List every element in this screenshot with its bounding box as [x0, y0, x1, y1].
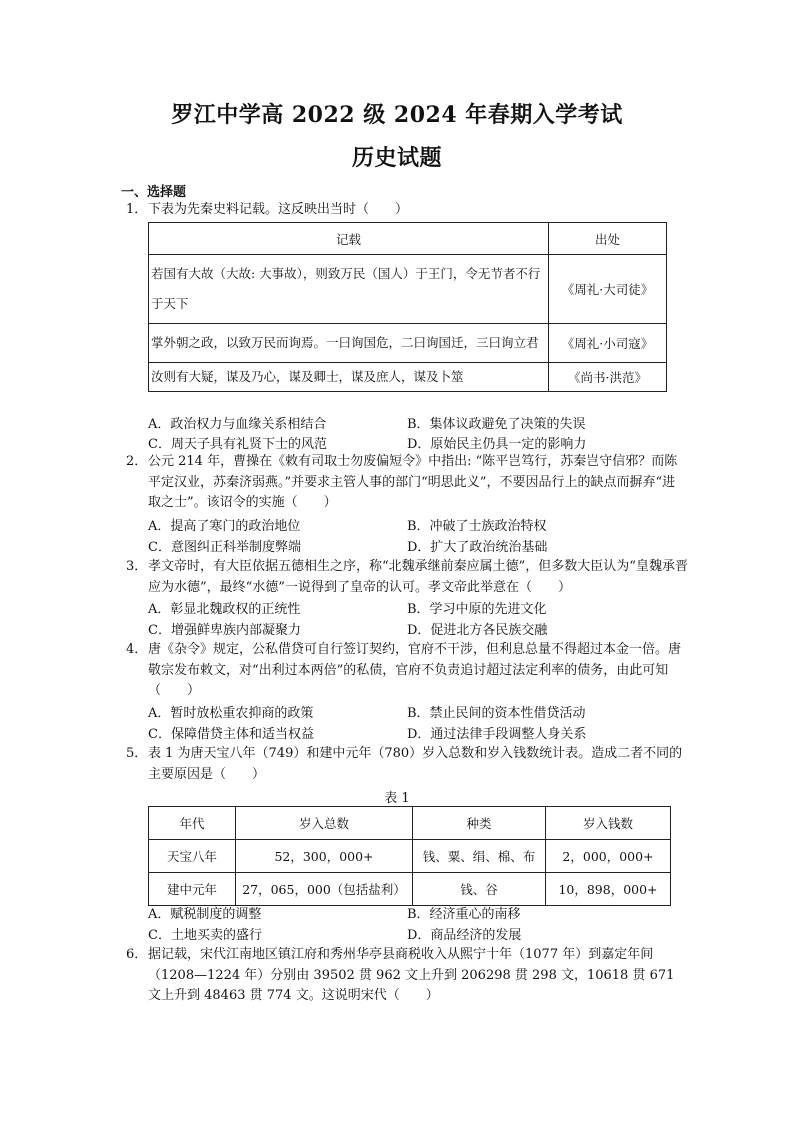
question-number: 3． — [126, 559, 148, 574]
option-d[interactable]: D．原始民主仍具一定的影响力 — [407, 437, 587, 452]
table-header: 种类 — [413, 807, 546, 840]
option-a[interactable]: A．赋税制度的调整 — [148, 907, 262, 922]
option-d[interactable]: D．扩大了政治统治基础 — [407, 540, 548, 555]
option-c[interactable]: C．土地买卖的盛行 — [148, 928, 262, 943]
option-d[interactable]: D．促进北方各民族交融 — [407, 623, 548, 638]
table-header: 出处 — [549, 223, 667, 255]
table-cell: 若国有大故（大故: 大事故），则致万民（国人）于王门，令无节者不行于天下 — [149, 255, 549, 324]
table-cell: 钱、谷 — [413, 873, 546, 906]
option-b[interactable]: B．冲破了士族政治特权 — [407, 519, 547, 534]
table-cell: 《周礼·小司寇》 — [549, 324, 667, 363]
question-stem: 公元 214 年，曹操在《敕有司取士勿废偏短令》中指出: “陈平岂笃行，苏秦岂守信邪？而陈平定汉业，苏秦济弱燕。”并要求主管人事的部门“明思此义”，不要因品行上的缺点而摒弃“进取之士”。该诏令的实施（ ） — [148, 454, 678, 510]
option-a[interactable]: A．政治权力与血缘关系相结合 — [148, 417, 327, 432]
table-cell: 10，898，000+ — [546, 873, 671, 906]
option-c[interactable]: C．保障借贷主体和适当权益 — [148, 727, 314, 742]
option-c[interactable]: C．增强鲜卑族内部凝聚力 — [148, 623, 301, 638]
table-cell: 2，000，000+ — [546, 840, 671, 873]
question-number: 5． — [126, 746, 148, 761]
question-number: 4． — [126, 642, 148, 657]
table-row — [149, 840, 671, 873]
table-row — [149, 873, 671, 906]
table-cell: 汝则有大疑，谋及乃心，谋及卿士，谋及庶人，谋及卜筮 — [149, 363, 549, 392]
page-subtitle: 历史试题 — [351, 145, 442, 171]
question-stem: 表 1 为唐天宝八年（749）和建中元年（780）岁入总数和岁入钱数统计表。造成二者不同的主要原因是（ ） — [148, 746, 683, 782]
table-caption: 表 1 — [384, 791, 410, 806]
table-row — [149, 324, 667, 363]
question-stem: 据记载，宋代江南地区镇江府和秀州华亭县商税收入从熙宁十年（1077 年）到嘉定年间（1208—1224 年）分别由 39502 贯 962 文上升到 206298 贯 298 文，10618 贯 671 文上升到 48463 贯 774 文。这说明宋代（ ） — [148, 947, 675, 1003]
option-d[interactable]: D．商品经济的发展 — [407, 928, 522, 943]
table-row — [149, 363, 667, 392]
table-cell: 《周礼·大司徒》 — [549, 255, 667, 324]
table-cell: 建中元年 — [149, 873, 236, 906]
table-cell: 《尚书·洪范》 — [549, 363, 667, 392]
table-header: 岁入总数 — [236, 807, 413, 840]
table-cell: 天宝八年 — [149, 840, 236, 873]
table-row — [149, 255, 667, 324]
table-header-row — [149, 807, 671, 840]
table-header: 岁入钱数 — [546, 807, 671, 840]
option-c[interactable]: C．周天子具有礼贤下士的风范 — [148, 437, 327, 452]
table-header: 年代 — [149, 807, 236, 840]
option-a[interactable]: A．暂时放松重农抑商的政策 — [148, 706, 314, 721]
option-c[interactable]: C．意图纠正科举制度弊端 — [148, 540, 301, 555]
option-b[interactable]: B．集体议政避免了决策的失误 — [407, 417, 586, 432]
question-number: 1． — [126, 202, 148, 217]
question-stem: 下表为先秦史料记载。这反映出当时（ ） — [148, 202, 409, 217]
question-number: 2． — [126, 454, 148, 469]
question-stem: 孝文帝时，有大臣依据五德相生之序，称“北魏承继前秦应属土德”，但多数大臣认为“皇魏承晋应为水德”，最终“水德”一说得到了皇帝的认可。孝文帝此举意在（ ） — [148, 559, 688, 595]
table-cell: 52，300，000+ — [236, 840, 413, 873]
page-title: 罗江中学高 2022 级 2024 年春期入学考试 — [171, 102, 623, 128]
option-a[interactable]: A．提高了寒门的政治地位 — [148, 519, 301, 534]
table-cell: 掌外朝之政，以致万民而询焉。一曰询国危，二曰询国迁，三曰询立君 — [149, 324, 549, 363]
option-a[interactable]: A．彰显北魏政权的正统性 — [148, 602, 301, 617]
revenue-table — [148, 806, 671, 906]
section-label: 一、选择题 — [121, 185, 187, 200]
option-d[interactable]: D．通过法律手段调整人身关系 — [407, 727, 587, 742]
option-b[interactable]: B．禁止民间的资本性借贷活动 — [407, 706, 586, 721]
option-b[interactable]: B．经济重心的南移 — [407, 907, 521, 922]
table-cell: 钱、粟、绢、棉、布 — [413, 840, 546, 873]
table-header: 记载 — [149, 223, 549, 255]
source-table — [148, 222, 667, 392]
table-cell: 27，065，000（包括盐利） — [236, 873, 413, 906]
option-b[interactable]: B．学习中原的先进文化 — [407, 602, 547, 617]
question-number: 6． — [126, 947, 148, 962]
question-stem: 唐《杂令》规定，公私借贷可自行签订契约，官府不干涉，但利息总量不得超过本金一倍。唐敬宗发布敕文，对“出利过本两倍”的私债，官府不负责追讨超过法定利率的债务，由此可知（ ） — [148, 642, 682, 698]
table-header-row — [149, 223, 667, 255]
